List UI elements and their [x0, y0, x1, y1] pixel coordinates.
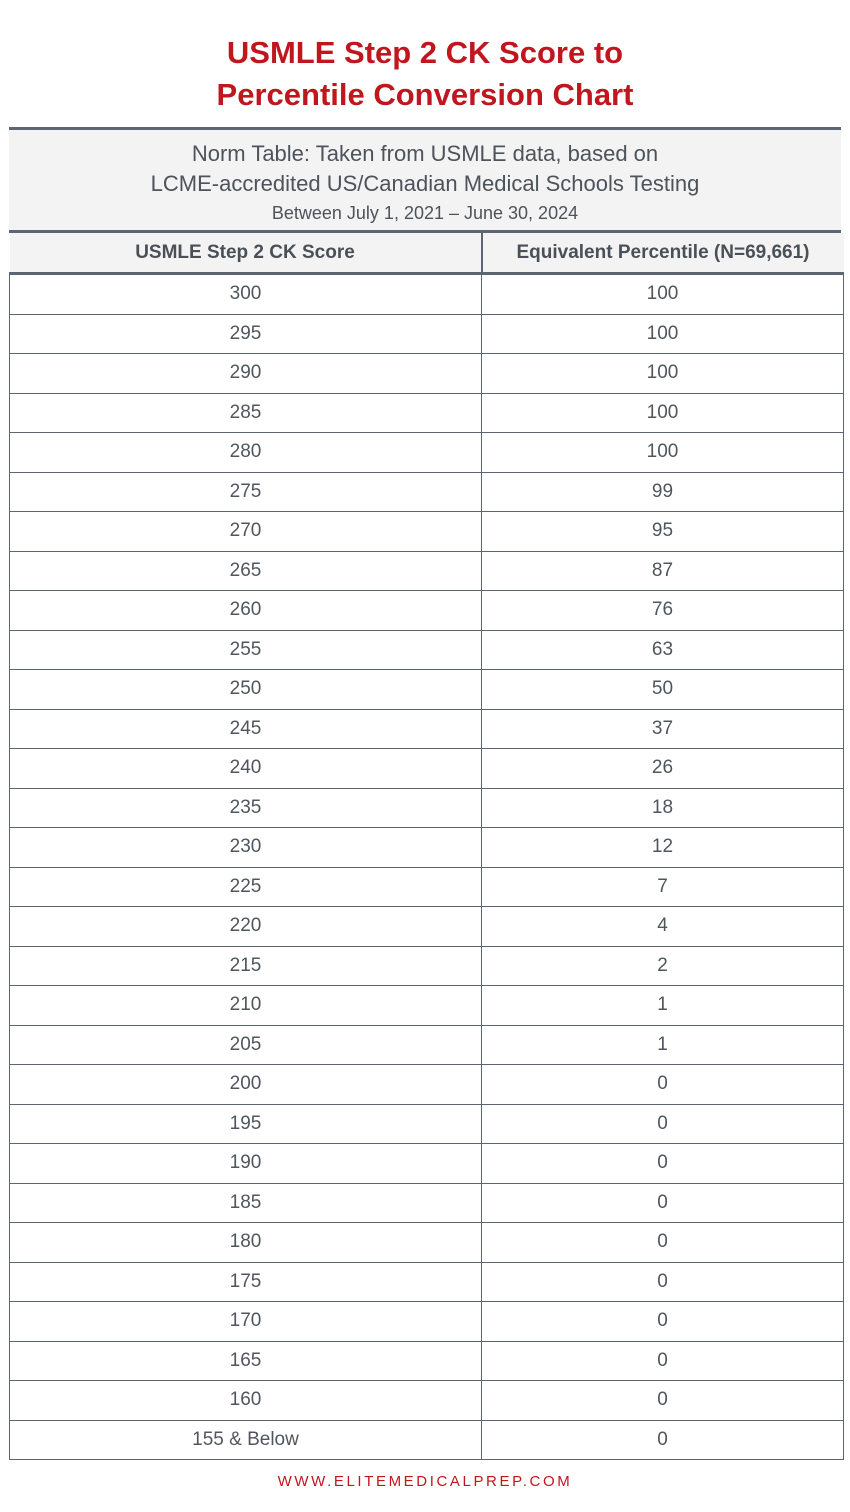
percentile-cell: 100 — [482, 354, 844, 394]
percentile-cell: 100 — [482, 274, 844, 315]
score-cell: 180 — [10, 1223, 482, 1263]
percentile-cell: 0 — [482, 1381, 844, 1421]
score-cell: 215 — [10, 946, 482, 986]
percentile-cell: 7 — [482, 867, 844, 907]
table-row — [10, 433, 844, 473]
score-cell: 165 — [10, 1341, 482, 1381]
percentile-cell: 1 — [482, 1025, 844, 1065]
score-cell: 195 — [10, 1104, 482, 1144]
norm-line-3: Between July 1, 2021 – June 30, 2024 — [271, 203, 579, 223]
percentile-cell: 0 — [482, 1262, 844, 1302]
score-cell: 285 — [10, 393, 482, 433]
percentile-cell: 12 — [482, 828, 844, 868]
page-title-line-1: USMLE Step 2 CK Score to — [226, 35, 624, 70]
score-cell: 220 — [10, 907, 482, 947]
table-row — [10, 314, 844, 354]
norm-line-2: LCME-accredited US/Canadian Medical Schools Testing — [150, 171, 700, 196]
table-row — [10, 512, 844, 552]
table-row — [10, 670, 844, 710]
percentile-cell: 2 — [482, 946, 844, 986]
table-row — [10, 1223, 844, 1263]
percentile-cell: 0 — [482, 1420, 844, 1460]
table-row — [10, 867, 844, 907]
percentile-cell: 18 — [482, 788, 844, 828]
table-row — [10, 1104, 844, 1144]
score-cell: 245 — [10, 709, 482, 749]
percentile-cell: 4 — [482, 907, 844, 947]
score-cell: 205 — [10, 1025, 482, 1065]
column-header-score: USMLE Step 2 CK Score — [10, 233, 482, 274]
table-row — [10, 828, 844, 868]
score-cell: 270 — [10, 512, 482, 552]
header-row — [10, 233, 844, 274]
percentile-cell: 1 — [482, 986, 844, 1026]
page-title — [0, 32, 850, 116]
score-cell: 275 — [10, 472, 482, 512]
score-cell: 185 — [10, 1183, 482, 1223]
table-header — [10, 233, 844, 274]
table-row — [10, 749, 844, 789]
table-row — [10, 907, 844, 947]
percentile-cell: 26 — [482, 749, 844, 789]
norm-line-1: Norm Table: Taken from USMLE data, based on — [191, 141, 659, 166]
column-header-percentile: Equivalent Percentile (N=69,661) — [482, 233, 844, 274]
score-cell: 235 — [10, 788, 482, 828]
score-cell: 250 — [10, 670, 482, 710]
table-row — [10, 472, 844, 512]
percentile-cell: 87 — [482, 551, 844, 591]
table-row — [10, 1381, 844, 1421]
table-row — [10, 1183, 844, 1223]
score-cell: 280 — [10, 433, 482, 473]
percentile-cell: 100 — [482, 433, 844, 473]
percentile-cell: 100 — [482, 314, 844, 354]
table-row — [10, 354, 844, 394]
percentile-cell: 99 — [482, 472, 844, 512]
score-cell: 265 — [10, 551, 482, 591]
page-title-line-2: Percentile Conversion Chart — [216, 77, 634, 112]
table-row — [10, 1065, 844, 1105]
table-row — [10, 1420, 844, 1460]
table-row — [10, 788, 844, 828]
table-row — [10, 1144, 844, 1184]
score-cell: 210 — [10, 986, 482, 1026]
percentile-cell: 0 — [482, 1223, 844, 1263]
table-row — [10, 1262, 844, 1302]
table-body — [10, 274, 844, 1460]
footer-website: WWW.ELITEMEDICALPREP.COM — [277, 1473, 573, 1490]
percentile-cell: 0 — [482, 1302, 844, 1342]
conversion-table — [9, 233, 844, 1460]
table-row — [10, 1341, 844, 1381]
table-row — [10, 393, 844, 433]
table-row — [10, 946, 844, 986]
percentile-cell: 0 — [482, 1065, 844, 1105]
table-row — [10, 551, 844, 591]
score-cell: 200 — [10, 1065, 482, 1105]
percentile-cell: 37 — [482, 709, 844, 749]
percentile-cell: 76 — [482, 591, 844, 631]
percentile-cell: 0 — [482, 1183, 844, 1223]
norm-description — [9, 130, 841, 230]
score-cell: 300 — [10, 274, 482, 315]
percentile-cell: 50 — [482, 670, 844, 710]
conversion-table-container — [9, 127, 841, 1460]
table-row — [10, 591, 844, 631]
table-row — [10, 709, 844, 749]
score-cell: 155 & Below — [10, 1420, 482, 1460]
percentile-cell: 95 — [482, 512, 844, 552]
percentile-cell: 0 — [482, 1144, 844, 1184]
score-cell: 295 — [10, 314, 482, 354]
percentile-cell: 0 — [482, 1104, 844, 1144]
score-cell: 170 — [10, 1302, 482, 1342]
score-cell: 175 — [10, 1262, 482, 1302]
table-row — [10, 1302, 844, 1342]
table-row — [10, 1025, 844, 1065]
score-cell: 240 — [10, 749, 482, 789]
score-cell: 290 — [10, 354, 482, 394]
score-cell: 160 — [10, 1381, 482, 1421]
table-row — [10, 630, 844, 670]
score-cell: 260 — [10, 591, 482, 631]
percentile-cell: 100 — [482, 393, 844, 433]
score-cell: 225 — [10, 867, 482, 907]
score-cell: 190 — [10, 1144, 482, 1184]
percentile-cell: 63 — [482, 630, 844, 670]
table-row — [10, 986, 844, 1026]
score-cell: 230 — [10, 828, 482, 868]
percentile-cell: 0 — [482, 1341, 844, 1381]
table-row — [10, 274, 844, 315]
score-cell: 255 — [10, 630, 482, 670]
